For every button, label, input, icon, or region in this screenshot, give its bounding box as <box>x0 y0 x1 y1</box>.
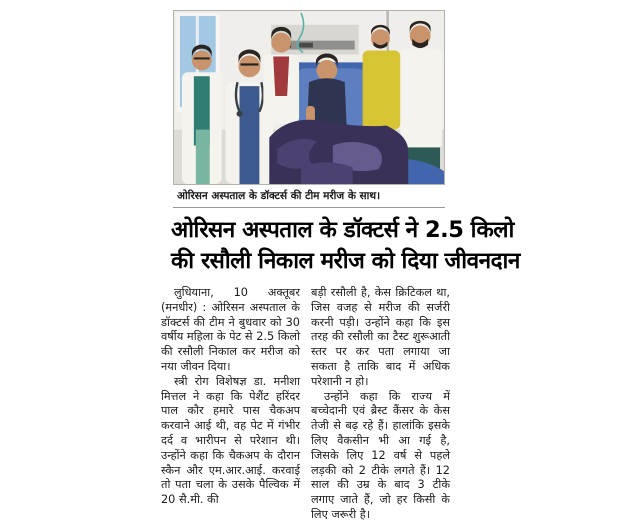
body-paragraph: बड़ी रसौली है, केस क्रिटिकल था, जिस वजह से मरीज की सर्जरी करनी पड़ी। उन्होंने कहा कि इस तरह की रसौली का टैस्ट शुरूआती स्तर पर कर पता लगाया जा सकता है ताकि बाद में अधिक परेशानी न हो। <box>311 286 450 388</box>
article-body <box>161 286 451 523</box>
caption-divider <box>173 207 445 208</box>
body-paragraph: उन्होंने कहा कि राज्य में बच्चेदानी एवं ब्रैस्ट कैंसर के केस तेजी से बढ़ रहे हैं। हालांकि इसके लिए वैकसीन भी आ गई है, जिसके लिए 12 वर्ष से पहले लड़की को 2 टीके लगते हैं। 12 साल की उम्र के बाद 3 टीके लगाए जाते हैं, जो हर किसी के लिए जरूरी है। <box>311 389 450 521</box>
doctor1-face <box>192 51 212 71</box>
hospital-photo <box>173 10 445 185</box>
doctor3-face <box>271 33 291 53</box>
body-column-right <box>311 286 450 523</box>
photo-caption: ओरिसन अस्पताल के डॉक्टर्स की टीम मरीज के साथ। <box>177 190 381 202</box>
doctor1-floral <box>196 130 210 184</box>
doctor2-face <box>239 55 261 77</box>
man2-coat <box>400 49 442 150</box>
body-column-left <box>161 286 300 523</box>
article-headline <box>171 215 520 277</box>
blanket-fold-3 <box>301 162 353 184</box>
news-article <box>161 10 520 523</box>
hospital-photo-scene <box>174 11 444 184</box>
body-paragraph: लुधियाना, 10 अक्तूबर (मनधीर) : ओरिसन अस्पताल के डॉक्टर्स की टीम ने बुधवार को 30 वर्षीय महिला के पेट से 2.5 किलो की रसौली निकाल कर मरीज को नया जीवन दिया। <box>161 286 300 373</box>
man1-shirt <box>363 51 401 130</box>
headline-line-2: की रसौली निकाल मरीज को दिया जीवनदान <box>171 248 520 274</box>
doctor2-glasses <box>241 63 259 65</box>
doctor2-kurta <box>240 86 260 184</box>
panel-label <box>299 43 313 48</box>
stethoscope-chestpiece <box>237 111 243 117</box>
patient-face <box>316 60 337 81</box>
headline-line-1: ओरिसन अस्पताल के डॉक्टर्स ने 2.5 किलो <box>171 217 514 243</box>
body-paragraph: स्त्री रोग विशेषज्ञ डा. मनीशा मित्तल ने कहा कि पेशैंट हरिंदर पाल कौर हमारे पास चैकअप करवाने आई थी, वह पेट में गंभीर दर्द व भारीपन से परेशान थी। उन्होंने कहा कि चैकअप के दौरान स्कैन और एम.आर.आई. करवाई तो पता चला के उसके पैल्विक में 20 सै.मी. की <box>161 374 300 507</box>
doctor3-top <box>273 56 289 96</box>
doctor1-glasses <box>194 57 210 59</box>
